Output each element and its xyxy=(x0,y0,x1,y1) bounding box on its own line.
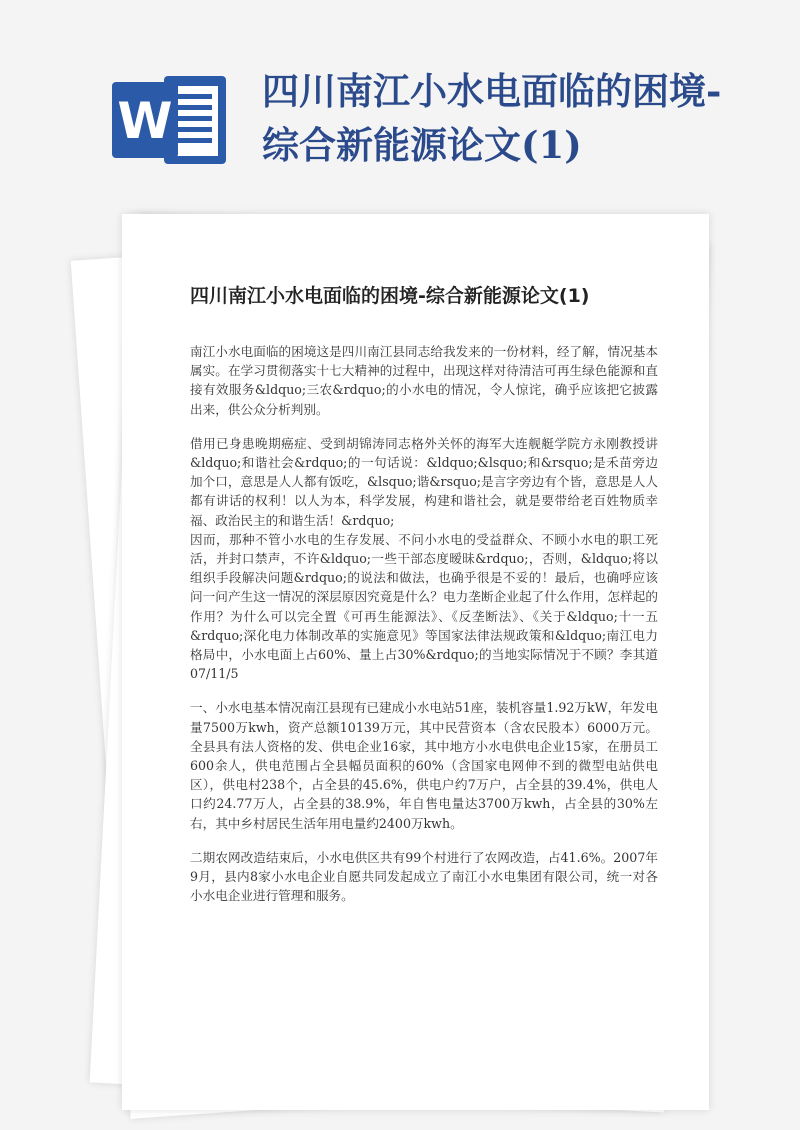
word-icon-letter: W xyxy=(117,92,173,150)
document-body xyxy=(190,342,658,905)
word-document-icon xyxy=(112,70,232,170)
paragraph: 南江小水电面临的困境这是四川南江县同志给我发来的一份材料，经了解，情况基本属实。在学习贯彻落实十七大精神的过程中，出现这样对待清洁可再生绿色能源和直接有效服务&ldquo;三农&rdquo;的小水电的情况，令人惊诧，确乎应该把它披露出来，供公众分析判别。 xyxy=(190,344,658,417)
paragraph: 借用已身患晚期癌症、受到胡锦涛同志格外关怀的海军大连舰艇学院方永刚教授讲&ldquo;和谐社会&rdquo;的一句话说：&ldquo;&lsquo;和&rsquo;是禾苗旁边加个口，意思是人人都有饭吃，&lsquo;谐&rsquo;是言字旁边有个皆，意思是人人都有讲话的权利！以人为本，科学发展，构建和谐社会，就是要带给老百姓物质幸福、政治民主的和谐生活！&rdquo; 因而，那种不管小水电的生存发展、不问小水电的受益群众、不顾小水电的职工死活，并封口禁声，不许&ldquo;一些干部态度暧昧&rdquo;，否则，&ldquo;将以组织手段解决问题&rdquo;的说法和做法，也确乎很是不妥的！最后，也确呼应该问一问产生这一情况的深层原因究竟是什么？电力垄断企业起了什么作用，怎样起的作用？为什么可以完全置《可再生能源法》、《反垄断法》、《关于&ldquo;十一五&rdquo;深化电力体制改革的实施意见》等国家法律法规政策和&ldquo;南江电力格局中，小水电面上占60%、量上占30%&rdquo;的当地实际情况于不顾？李其道07/11/5 xyxy=(190,435,658,682)
header xyxy=(0,0,800,210)
paragraph: 二期农网改造结束后，小水电供区共有99个村进行了农网改造，占41.6%。2007年9月，县内8家小水电企业自愿共同发起成立了南江小水电集团有限公司，统一对各小水电企业进行管理和服务。 xyxy=(190,849,658,904)
page-title: 四川南江小水电面临的困境-综合新能源论文(1) xyxy=(190,285,590,307)
paragraph: 一、小水电基本情况南江县现有已建成小水电站51座，装机容量1.92万kW，年发电量7500万kwh，资产总额10139万元，其中民营资本（含农民股本）6000万元。全县具有法人资格的发、供电企业16家，其中地方小水电供电企业15家，在册员工600余人，供电范围占全县幅员面积的60%（含国家电网伸不到的微型电站供电区），供电村238个，占全县的45.6%，供电户约7万户，占全县的39.4%，供电人口约24.77万人，占全县的38.9%，年自售电量达3700万kwh，占全县的30%左右，其中乡村居民生活年用电量约2400万kwh。 xyxy=(190,700,658,831)
document-banner-title: 四川南江小水电面临的困境- 综合新能源论文(1) xyxy=(262,69,722,167)
